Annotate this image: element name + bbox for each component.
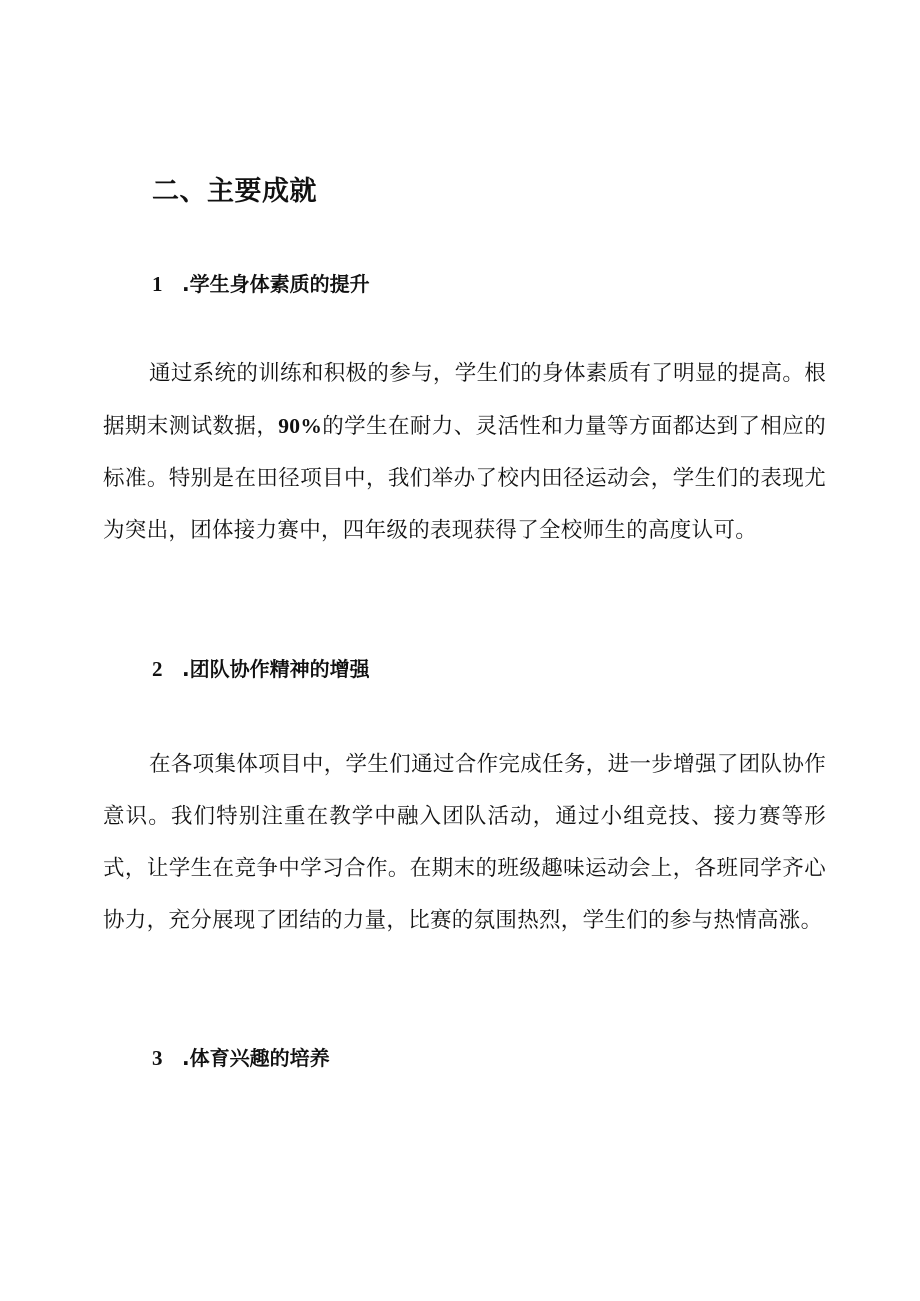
percentage-highlight: 90%: [278, 414, 323, 438]
subheading-number: 3: [152, 1046, 163, 1070]
paragraph-text: 的学生在耐力、灵活性和力量等方面都达到了相应的标准。特别是在田径项目中，我们举办了校内田径运动会，学生们的表现尤为突出，团体接力赛中，四年级的表现获得了全校师生的高度认可。: [103, 414, 826, 543]
subheading-text: .体育兴趣的培养: [182, 1046, 330, 1070]
subheading-number: 1: [152, 272, 163, 296]
paragraph-physical-fitness: [103, 348, 826, 557]
subheading-number: 2: [152, 657, 163, 681]
subheading-physical-fitness: [152, 269, 370, 299]
section-title: 二、主要成就: [152, 176, 317, 207]
paragraph-teamwork: 在各项集体项目中，学生们通过合作完成任务，进一步增强了团队协作意识。我们特别注重在教学中融入团队活动，通过小组竞技、接力赛等形式，让学生在竞争中学习合作。在期末的班级趣味运动会上，各班同学齐心协力，充分展现了团结的力量，比赛的氛围热烈，学生们的参与热情高涨。: [103, 752, 826, 933]
subheading-text: .团队协作精神的增强: [182, 657, 370, 681]
paragraph-text: 通过系统的训练和积极的参与，学生们的身体素质有了明显的提高。根据期末测试数据，: [103, 361, 826, 439]
subheading-teamwork: [152, 654, 370, 684]
subheading-text: .学生身体素质的提升: [182, 272, 370, 296]
subheading-sports-interest: [152, 1043, 330, 1073]
